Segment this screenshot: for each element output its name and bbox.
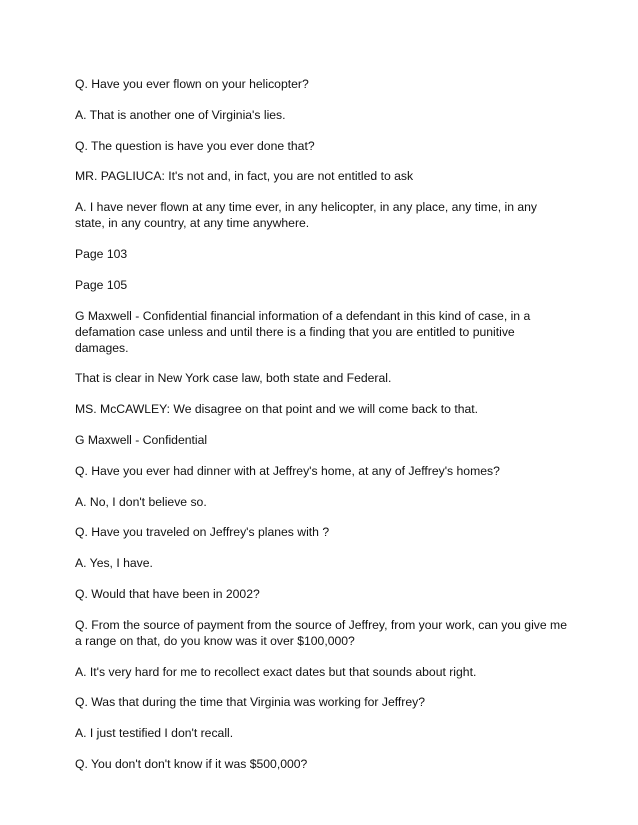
page-marker: Page 103 [75,246,128,261]
transcript-paragraph: G Maxwell - Confidential financial information of a defendant in this kind of case, in a defamation case unless and until there is a finding that you are entitled to punitive damages. [75,308,531,355]
transcript-paragraph: Q. You don't don't know if it was $500,000? [75,756,308,771]
transcript-paragraph: A. Yes, I have. [75,556,153,571]
transcript-paragraph: Q. Have you traveled on Jeffrey's planes with ? [75,525,330,540]
transcript-paragraph: Q. The question is have you ever done that? [75,138,315,153]
transcript-paragraph: MR. PAGLIUCA: It's not and, in fact, you are not entitled to ask [75,169,414,184]
transcript-paragraph: Q. Would that have been in 2002? [75,586,260,601]
page-marker: Page 105 [75,277,128,292]
confidential-header: G Maxwell - Confidential [75,432,208,447]
transcript-paragraph: MS. McCAWLEY: We disagree on that point and we will come back to that. [75,402,479,417]
transcript-paragraph: A. I just testified I don't recall. [75,726,234,741]
transcript-paragraph: A. That is another one of Virginia's lies. [75,107,286,122]
transcript-paragraph: A. No, I don't believe so. [75,494,207,509]
transcript-paragraph: Q. From the source of payment from the source of Jeffrey, from your work, can you give me a range on that, do you know was it over $100,000? [75,617,567,648]
transcript-paragraph: A. It's very hard for me to recollect exact dates but that sounds about right. [75,664,477,679]
transcript-paragraph: Q. Have you ever flown on your helicopter? [75,77,309,91]
transcript-paragraph: Q. Have you ever had dinner with at Jeffrey's home, at any of Jeffrey's homes? [75,463,500,478]
transcript-body [75,76,567,787]
transcript-paragraph: A. I have never flown at any time ever, in any helicopter, in any place, any time, in any state, in any country, at any time anywhere. [75,200,538,231]
transcript-paragraph: That is clear in New York case law, both state and Federal. [75,371,392,386]
transcript-paragraph: Q. Was that during the time that Virginia was working for Jeffrey? [75,695,425,710]
